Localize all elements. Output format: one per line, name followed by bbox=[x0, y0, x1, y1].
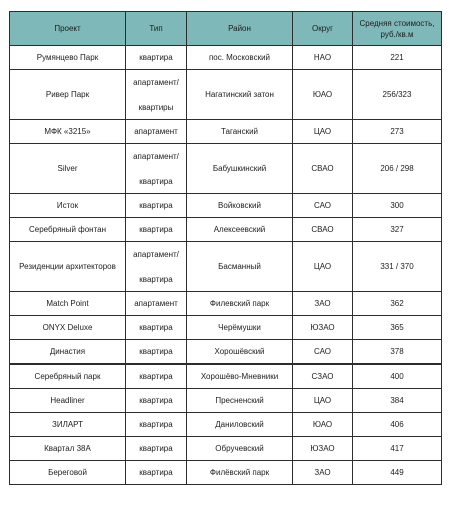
cell-type-line: квартиры bbox=[138, 102, 174, 112]
table-row bbox=[10, 292, 442, 316]
cell-district: Хорошёво-Мневники bbox=[187, 364, 293, 389]
table-row bbox=[10, 389, 442, 413]
cell-type-line: квартира bbox=[139, 347, 173, 356]
cell-district: Таганский bbox=[187, 120, 293, 144]
cell-okrug: ЮЗАО bbox=[293, 316, 353, 340]
cell-price: 327 bbox=[353, 218, 442, 242]
cell-project: Silver bbox=[10, 144, 126, 194]
header-price: Средняя стоимость, руб./кв.м bbox=[353, 12, 442, 46]
table-row bbox=[10, 218, 442, 242]
cell-okrug: ЮЗАО bbox=[293, 437, 353, 461]
cell-type bbox=[126, 413, 187, 437]
cell-type-line: апартамент bbox=[134, 299, 178, 308]
cell-district: пос. Московский bbox=[187, 46, 293, 70]
cell-price: 273 bbox=[353, 120, 442, 144]
cell-project: Серебряный парк bbox=[10, 364, 126, 389]
header-type: Тип bbox=[126, 12, 187, 46]
table-row bbox=[10, 437, 442, 461]
cell-type-line: апартамент/ bbox=[133, 151, 179, 161]
cell-price: 221 bbox=[353, 46, 442, 70]
cell-okrug: СВАО bbox=[293, 218, 353, 242]
cell-type bbox=[126, 364, 187, 389]
cell-project: ONYX Deluxe bbox=[10, 316, 126, 340]
table-row bbox=[10, 120, 442, 144]
cell-district: Даниловский bbox=[187, 413, 293, 437]
cell-type-line: апартамент bbox=[134, 127, 178, 136]
cell-project: МФК «3215» bbox=[10, 120, 126, 144]
cell-okrug: ЮАО bbox=[293, 413, 353, 437]
cell-type bbox=[126, 120, 187, 144]
cell-project: Династия bbox=[10, 340, 126, 365]
table-row bbox=[10, 340, 442, 365]
cell-type-line: апартамент/ bbox=[133, 77, 179, 87]
cell-type-line: квартира bbox=[139, 420, 173, 429]
cell-project: Исток bbox=[10, 194, 126, 218]
table-row bbox=[10, 46, 442, 70]
table-row bbox=[10, 413, 442, 437]
cell-district: Филевский парк bbox=[187, 292, 293, 316]
cell-price: 417 bbox=[353, 437, 442, 461]
cell-type bbox=[126, 389, 187, 413]
cell-type bbox=[126, 437, 187, 461]
cell-type-line: квартира bbox=[139, 323, 173, 332]
cell-district: Филёвский парк bbox=[187, 461, 293, 485]
cell-type bbox=[126, 70, 187, 120]
cell-okrug: ЦАО bbox=[293, 389, 353, 413]
cell-type bbox=[126, 218, 187, 242]
price-table bbox=[9, 11, 442, 485]
cell-type-line: квартира bbox=[139, 176, 173, 186]
cell-project: ЗИЛАРТ bbox=[10, 413, 126, 437]
cell-okrug: САО bbox=[293, 340, 353, 365]
cell-district: Черёмушки bbox=[187, 316, 293, 340]
cell-okrug: ЗАО bbox=[293, 292, 353, 316]
cell-price: 406 bbox=[353, 413, 442, 437]
header-project: Проект bbox=[10, 12, 126, 46]
cell-district: Войковский bbox=[187, 194, 293, 218]
cell-price: 378 bbox=[353, 340, 442, 365]
cell-district: Нагатинский затон bbox=[187, 70, 293, 120]
cell-type bbox=[126, 340, 187, 365]
cell-district: Басманный bbox=[187, 242, 293, 292]
header-district: Район bbox=[187, 12, 293, 46]
cell-price: 300 bbox=[353, 194, 442, 218]
header-okrug: Округ bbox=[293, 12, 353, 46]
cell-type-line: апартамент/ bbox=[133, 249, 179, 259]
table-row bbox=[10, 70, 442, 120]
cell-price: 362 bbox=[353, 292, 442, 316]
header-row bbox=[10, 12, 442, 46]
table-row bbox=[10, 144, 442, 194]
cell-project: Серебряный фонтан bbox=[10, 218, 126, 242]
cell-type bbox=[126, 194, 187, 218]
cell-okrug: ЦАО bbox=[293, 242, 353, 292]
cell-price: 256/323 bbox=[353, 70, 442, 120]
cell-okrug: ЦАО bbox=[293, 120, 353, 144]
table-row bbox=[10, 461, 442, 485]
table-row bbox=[10, 242, 442, 292]
cell-project: Headliner bbox=[10, 389, 126, 413]
cell-okrug: САО bbox=[293, 194, 353, 218]
cell-district: Алексеевский bbox=[187, 218, 293, 242]
cell-project: Румянцево Парк bbox=[10, 46, 126, 70]
cell-price: 331 / 370 bbox=[353, 242, 442, 292]
cell-project: Квартал 38А bbox=[10, 437, 126, 461]
cell-price: 400 bbox=[353, 364, 442, 389]
cell-type-line: квартира bbox=[139, 444, 173, 453]
table-row bbox=[10, 316, 442, 340]
cell-type-line: квартира bbox=[139, 274, 173, 284]
cell-okrug: СВАО bbox=[293, 144, 353, 194]
cell-price: 384 bbox=[353, 389, 442, 413]
cell-type bbox=[126, 292, 187, 316]
cell-type bbox=[126, 242, 187, 292]
table-row bbox=[10, 364, 442, 389]
cell-project: Ривер Парк bbox=[10, 70, 126, 120]
cell-project: Резиденции архитекторов bbox=[10, 242, 126, 292]
cell-type bbox=[126, 46, 187, 70]
cell-type bbox=[126, 144, 187, 194]
cell-district: Обручевский bbox=[187, 437, 293, 461]
cell-type bbox=[126, 461, 187, 485]
cell-type-line: квартира bbox=[139, 201, 173, 210]
cell-okrug: НАО bbox=[293, 46, 353, 70]
cell-type-line: квартира bbox=[139, 468, 173, 477]
cell-okrug: СЗАО bbox=[293, 364, 353, 389]
cell-district: Хорошёвский bbox=[187, 340, 293, 365]
cell-okrug: ЗАО bbox=[293, 461, 353, 485]
cell-okrug: ЮАО bbox=[293, 70, 353, 120]
cell-type bbox=[126, 316, 187, 340]
table-row bbox=[10, 194, 442, 218]
cell-type-line: квартира bbox=[139, 372, 173, 381]
table-body bbox=[10, 46, 442, 485]
cell-district: Пресненский bbox=[187, 389, 293, 413]
cell-type-line: квартира bbox=[139, 53, 173, 62]
table-container bbox=[9, 11, 442, 485]
cell-type-line: квартира bbox=[139, 396, 173, 405]
cell-project: Match Point bbox=[10, 292, 126, 316]
cell-price: 449 bbox=[353, 461, 442, 485]
cell-district: Бабушкинский bbox=[187, 144, 293, 194]
cell-type-line: квартира bbox=[139, 225, 173, 234]
cell-project: Береговой bbox=[10, 461, 126, 485]
cell-price: 365 bbox=[353, 316, 442, 340]
cell-price: 206 / 298 bbox=[353, 144, 442, 194]
